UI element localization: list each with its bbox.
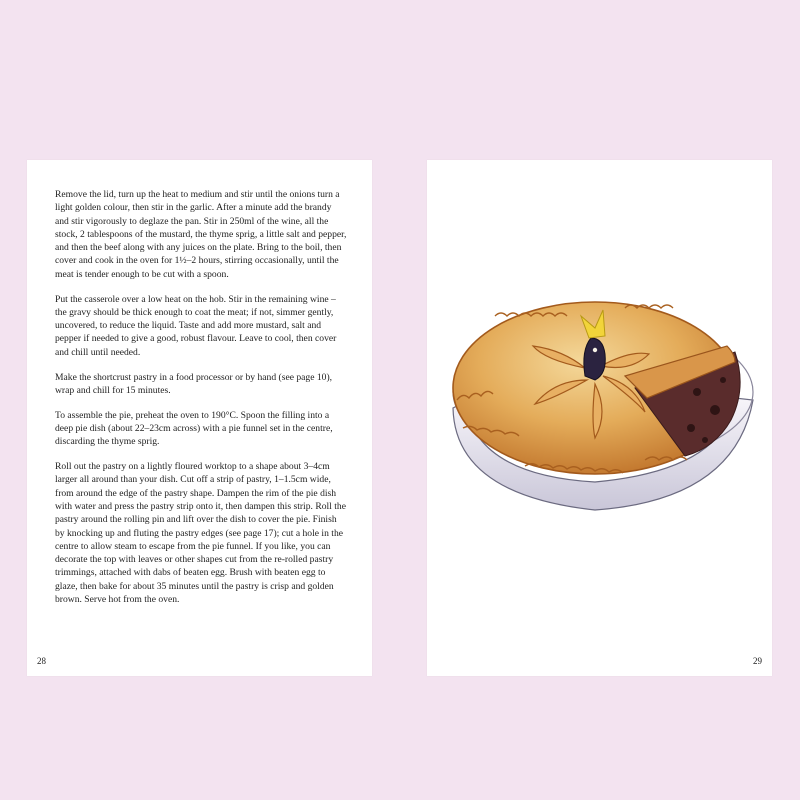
method-paragraph-2: Put the casserole over a low heat on the hob. Stir in the remaining wine – the gravy should be thick enough to coat the meat; if not, simmer gently, uncovered, to reduce the liquid. Taste and add more mustard, salt and pepper if needed to give a good, robust flavour. Leave to cool, then cover and chill until needed. [55, 293, 337, 358]
recipe-method-text [55, 188, 347, 618]
method-paragraph-3: Make the shortcrust pastry in a food processor or by hand (see page 10), wrap and chill for 15 minutes. [55, 371, 333, 396]
pie-illustration [435, 280, 765, 530]
method-paragraph-5: Roll out the pastry on a lightly floured worktop to a shape about 3–4cm larger all around than your dish. Cut off a strip of pastry, 1–1.5cm wide, from around the edge of the pastry shape. Dampen the rim of the pie dish with water and press the pastry strip onto it, then dampen this strip. Roll the pastry around the rolling pin and lift over the dish to cover the pie. Finish by knocking up and fluting the pastry edges (see page 17); cut a hole in the centre to allow steam to escape from the pie funnel. If you like, you can decorate the top with leaves or other shapes cut from the re-rolled pastry trimmings, attached with dabs of beaten egg. Brush with beaten egg to glaze, then bake for about 35 minutes until the pastry is crisp and golden brown. Serve hot from the oven. [55, 461, 346, 606]
page-number-left: 28 [37, 656, 46, 666]
method-paragraph-4: To assemble the pie, preheat the oven to 190°C. Spoon the filling into a deep pie dish (about 22–23cm across) with a pie funnel set in the centre, discarding the thyme sprig. [55, 409, 333, 448]
right-page [427, 160, 772, 676]
page-number-right: 29 [753, 656, 762, 666]
left-page [27, 160, 372, 676]
method-paragraph-1: Remove the lid, turn up the heat to medium and stir until the onions turn a light golden colour, then stir in the garlic. After a minute add the brandy and stir vigorously to deglaze the pan. Stir in 250ml of the wine, all the stock, 2 tablespoons of the mustard, the thyme sprig, a little salt and pepper, and then the beef along with any juices on the plate. Bring to the boil, then cover and cook in the oven for 1½–2 hours, stirring occasionally, until the meat is tender enough to be cut with a spoon. [55, 189, 347, 280]
